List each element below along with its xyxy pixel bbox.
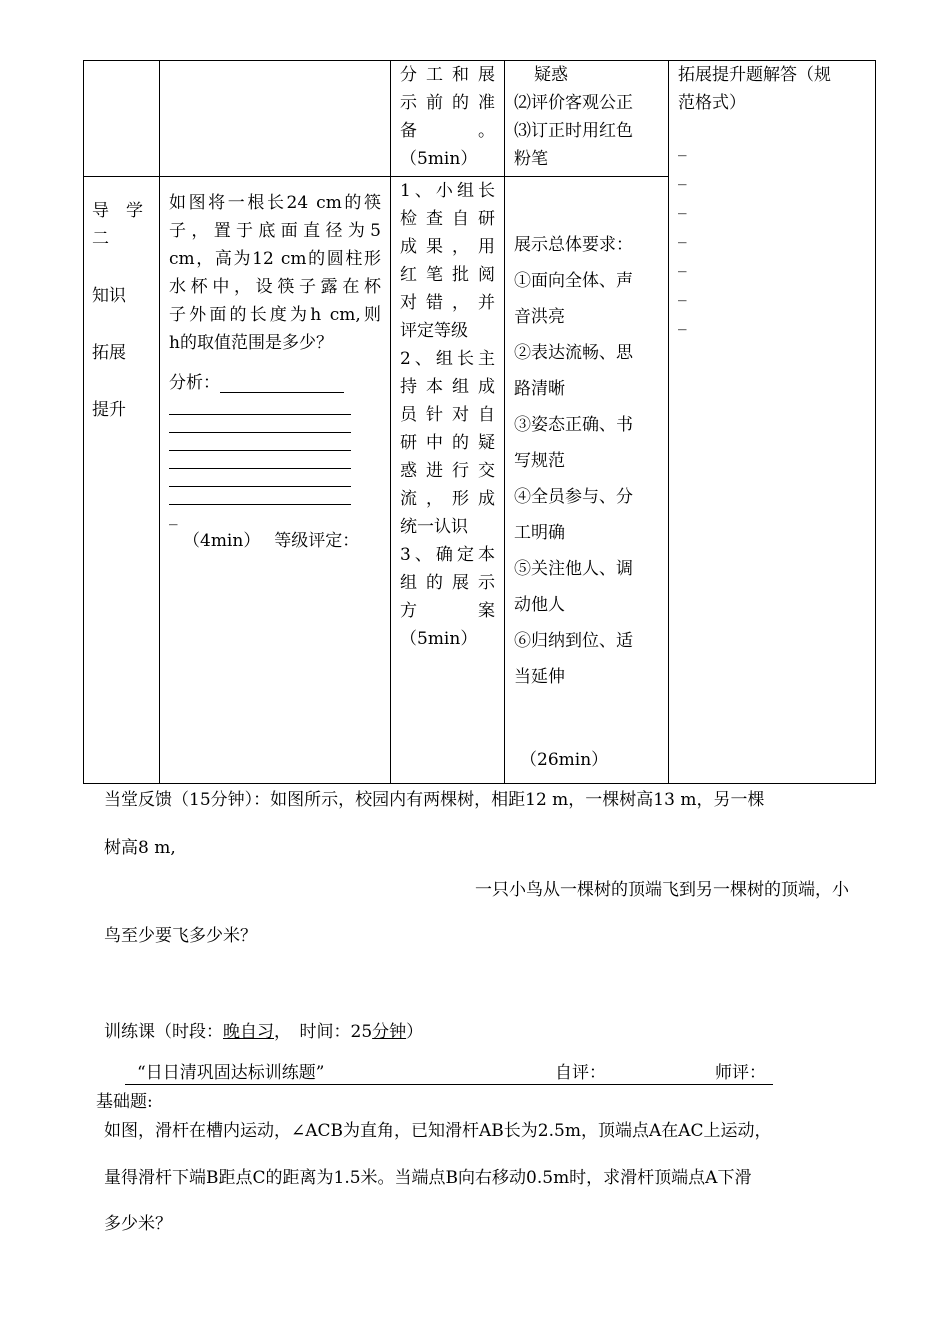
problem-line: cm，高为12 cm的圆柱形 (169, 249, 381, 269)
section-label: 提升 (92, 400, 126, 420)
step-line: （5min） (400, 629, 478, 649)
time-and-grade: （4min） 等级评定： (183, 531, 360, 551)
step-line: 3、确定本 (400, 545, 495, 565)
requirement-line: 写规范 (514, 451, 565, 471)
cell-line: ⑵评价客观公正 (514, 93, 633, 113)
table-row (84, 61, 876, 177)
problem-line: h的取值范围是多少？ (169, 333, 333, 353)
section-label: 导 学 (92, 201, 143, 221)
section-label: 拓展 (92, 343, 126, 363)
cell-line: （5min） (400, 149, 478, 169)
answer-blank (169, 469, 351, 487)
requirement-line: ⑥归纳到位、适 (514, 631, 633, 651)
step-line: 员针对自 (400, 405, 495, 425)
requirement-line: 当延伸 (514, 667, 565, 687)
basic-problem-line: 量得滑杆下端B距点C的距离为1.5米。当端点B向右移动0.5m时，求滑杆顶端点A下滑 (104, 1168, 752, 1188)
requirements-heading: 展示总体要求： (514, 235, 633, 255)
time-label: （26min） (520, 750, 609, 770)
analysis-label: 分析： (169, 373, 220, 393)
problem-line: 如图将一根长24 cm的筷 (169, 193, 381, 213)
requirement-line: ⑤关注他人、调 (514, 559, 633, 579)
training-prefix: 训练课（时段： (104, 1022, 223, 1042)
basic-label: 基础题: (96, 1092, 153, 1112)
step-line: 2、组长主 (400, 349, 495, 369)
blank-dash: _ (678, 311, 687, 331)
step-line: 红笔批阅 (400, 265, 495, 285)
basic-problem-line: 如图，滑杆在槽内运动，∠ACB为直角，已知滑杆AB长为2.5m，顶端点A在AC上运动， (104, 1121, 772, 1141)
step-line: 研中的疑 (400, 433, 495, 453)
table-cell (505, 61, 669, 177)
feedback-line: 当堂反馈（15分钟）：如图所示，校园内有两棵树，相距12 m，一棵树高13 m，另一棵 (104, 790, 765, 810)
answer-blank (169, 433, 351, 451)
blank-dash: _ (678, 282, 687, 302)
step-line: 对错，并 (400, 293, 495, 313)
feedback-line: 鸟至少要飞多少米？ (104, 926, 257, 946)
training-minutes: 分钟 (372, 1022, 407, 1042)
requirement-line: ③姿态正确、书 (514, 415, 633, 435)
teacher-eval-label: 师评： (715, 1063, 766, 1083)
step-line: 方 案 (400, 601, 495, 621)
self-eval-label: 自评： (555, 1063, 606, 1083)
table-cell (84, 177, 160, 784)
table-cell (391, 61, 505, 177)
exercise-title-line (125, 1062, 773, 1085)
problem-line: 子，置于底面直径为5 (169, 221, 381, 241)
cell-line: 分工和展 (400, 65, 495, 85)
problem-line: 子外面的长度为h cm,则 (169, 305, 381, 325)
requirement-line: 工明确 (514, 523, 565, 543)
feedback-line: 一只小鸟从一棵树的顶端飞到另一棵树的顶端，小 (475, 880, 849, 900)
cell-line: 范格式） (678, 93, 746, 113)
table-cell (505, 177, 669, 784)
step-line: 组的展示 (400, 573, 495, 593)
section-label: 二 (92, 229, 109, 249)
step-line: 检查自研 (400, 209, 495, 229)
step-line: 成果，用 (400, 237, 495, 257)
requirement-line: ④全员参与、分 (514, 487, 633, 507)
step-line: 评定等级 (400, 321, 468, 341)
blank-dash: _ (678, 253, 687, 273)
cell-line: 粉笔 (514, 149, 548, 169)
lesson-plan-table (83, 60, 876, 784)
step-line: 惑进行交 (400, 461, 495, 481)
step-line: 流，形成 (400, 489, 495, 509)
answer-blank (169, 415, 351, 433)
step-line: 统一认识 (400, 517, 468, 537)
training-info (104, 1018, 849, 1046)
blank-dash: _ (678, 224, 687, 244)
training-suffix: ） (406, 1022, 424, 1042)
table-cell (391, 177, 505, 784)
cell-line: 疑惑 (534, 65, 568, 85)
requirement-line: 动他人 (514, 595, 565, 615)
step-line: 持本组成 (400, 377, 495, 397)
section-label: 知识 (92, 286, 126, 306)
blank-dash: _ (678, 195, 687, 215)
answer-blank (220, 372, 344, 393)
step-line: 1、小组长 (400, 181, 495, 201)
blank-dash: _ (169, 506, 178, 526)
cell-line: 备 。 (400, 121, 495, 141)
training-period: 晚自习 (223, 1022, 274, 1042)
cell-line: ⑶订正时用红色 (514, 121, 633, 141)
feedback-line: 树高8 m, (104, 838, 176, 858)
basic-problem-line: 多少米？ (104, 1214, 172, 1234)
exercise-title: “日日清巩固达标训练题” (137, 1063, 325, 1083)
table-cell (160, 177, 391, 784)
problem-line: 水杯中，设筷子露在杯 (169, 277, 381, 297)
answer-blank (169, 451, 351, 469)
requirement-line: 路清晰 (514, 379, 565, 399)
cell-line: 拓展提升题解答（规 (678, 65, 831, 85)
blank-dash: _ (678, 166, 687, 186)
table-cell (160, 61, 391, 177)
table-cell (669, 61, 876, 784)
requirement-line: 音洪亮 (514, 307, 565, 327)
training-middle: ， 时间：25 (274, 1022, 373, 1042)
requirement-line: ①面向全体、声 (514, 271, 633, 291)
answer-blank (169, 487, 351, 505)
requirement-line: ②表达流畅、思 (514, 343, 633, 363)
answer-blank (169, 397, 351, 415)
table-cell (84, 61, 160, 177)
cell-line: 示前的准 (400, 93, 495, 113)
blank-dash: _ (678, 137, 687, 157)
